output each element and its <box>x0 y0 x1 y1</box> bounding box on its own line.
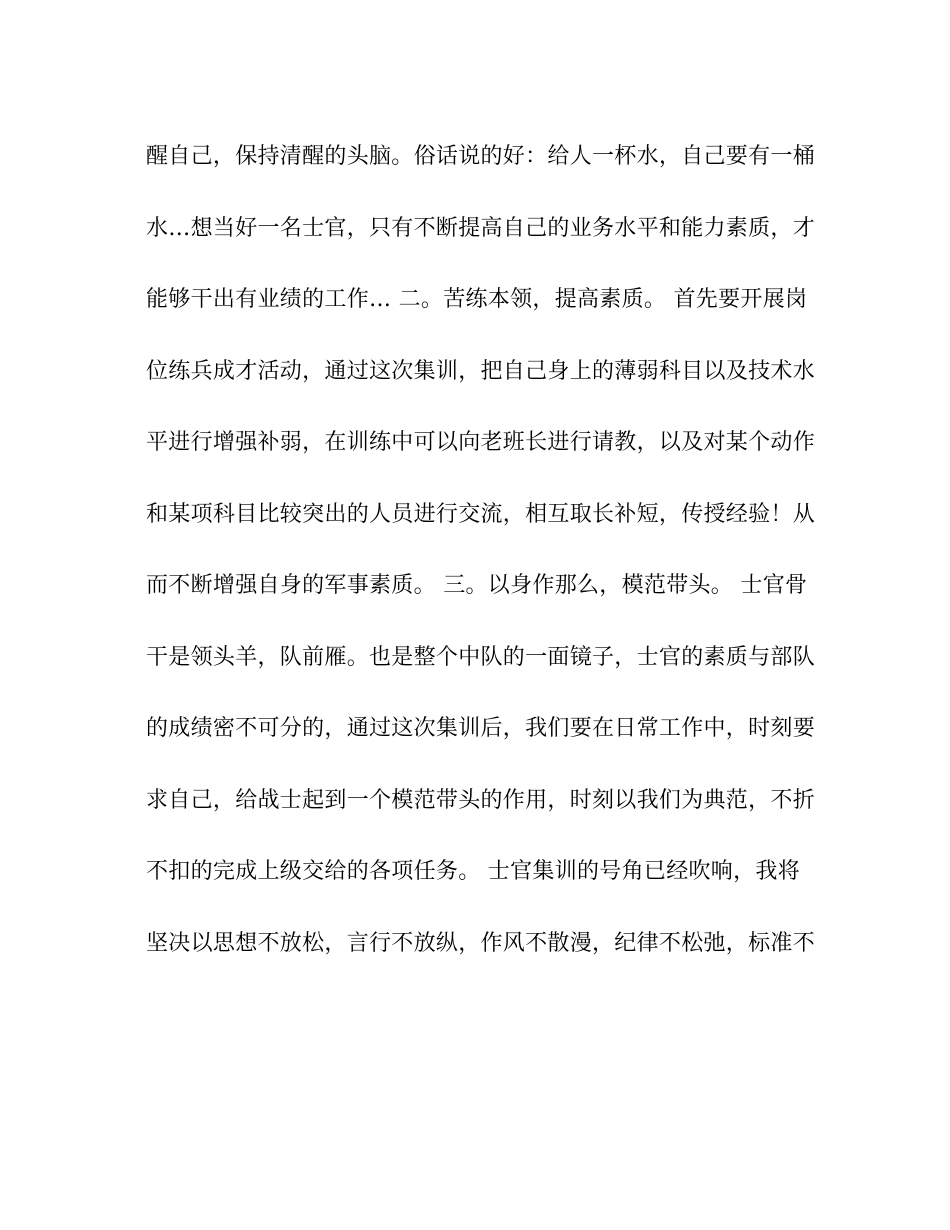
body-text <box>146 134 816 992</box>
text-line: 醒自己，保持清醒的头脑。俗话说的好：给人一杯水，自己要有一桶 <box>146 144 816 169</box>
text-line: 水…想当好一名士官，只有不断提高自己的业务水平和能力素质，才 <box>146 215 816 241</box>
text-line: 不扣的完成上级交给的各项任务。 士官集训的号角已经吹响，我将 <box>146 859 800 884</box>
text-line: 和某项科目比较突出的人员进行交流，相互取长补短，传授经验！从 <box>146 501 816 527</box>
text-line: 干是领头羊，队前雁。也是整个中队的一面镜子，士官的素质与部队 <box>146 644 816 670</box>
text-line: 而不断增强自身的军事素质。 三。以身作那么，模范带头。 士官骨 <box>146 573 808 598</box>
text-line: 平进行增强补弱，在训练中可以向老班长进行请教，以及对某个动作 <box>146 430 816 455</box>
text-line: 坚决以思想不放松，言行不放纵，作风不散漫，纪律不松弛，标准不 <box>146 930 816 956</box>
text-line: 求自己，给战士起到一个模范带头的作用，时刻以我们为典范，不折 <box>146 787 816 813</box>
text-line: 能够干出有业绩的工作… 二。苦练本领，提高素质。 首先要开展岗 <box>146 287 808 312</box>
text-line: 的成绩密不可分的，通过这次集训后，我们要在日常工作中，时刻要 <box>146 716 816 741</box>
text-line: 位练兵成才活动，通过这次集训，把自己身上的薄弱科目以及技术水 <box>146 358 816 384</box>
